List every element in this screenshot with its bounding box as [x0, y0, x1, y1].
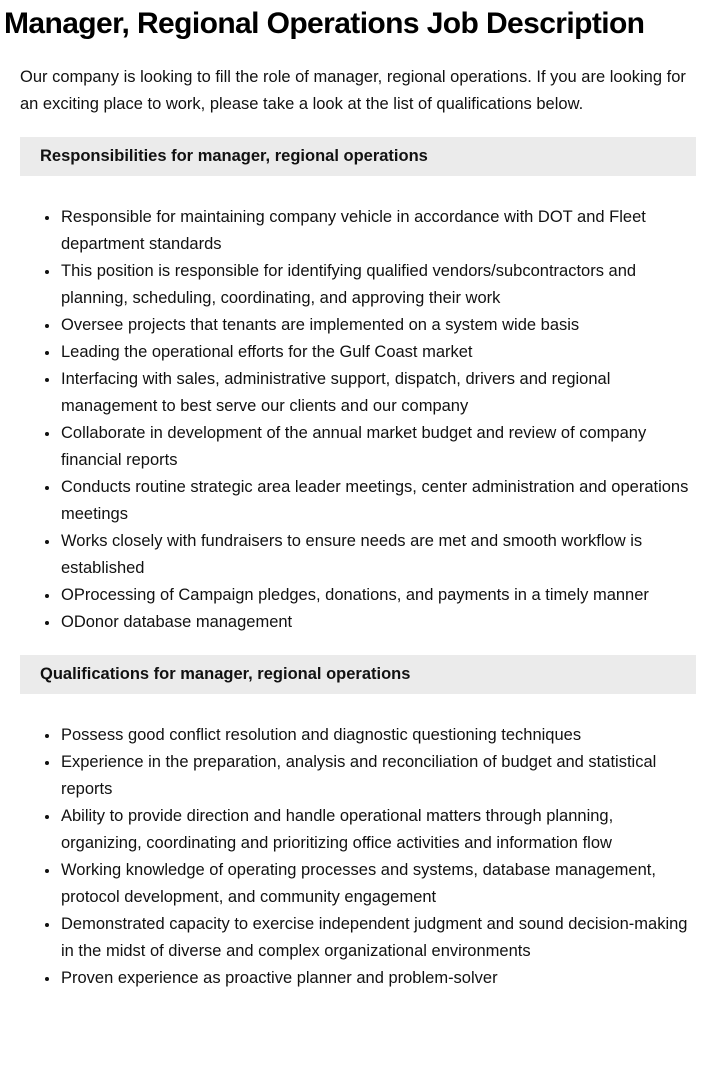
list-item: • Experience in the preparation, analysis and reconciliation of budget and statistical reports — [60, 749, 690, 803]
list-item: • Interfacing with sales, administrative support, dispatch, drivers and regional management to best serve our clients and our company — [60, 366, 690, 420]
list-item: • This position is responsible for identifying qualified vendors/subcontractors and planning, scheduling, coordinating, and approving their work — [60, 258, 690, 312]
list-item: • Possess good conflict resolution and diagnostic questioning techniques — [60, 722, 690, 749]
section-header-qualifications: Qualifications for manager, regional operations — [20, 655, 696, 694]
list-item: • Conducts routine strategic area leader meetings, center administration and operations meetings — [60, 474, 690, 528]
list-item: • Demonstrated capacity to exercise independent judgment and sound decision-making in the midst of diverse and complex organizational environments — [60, 911, 690, 965]
section-qualifications — [0, 655, 720, 992]
qualifications-list — [20, 722, 690, 992]
list-item: • Working knowledge of operating processes and systems, database management, protocol development, and community engagement — [60, 857, 690, 911]
list-item: • ODonor database management — [60, 609, 690, 636]
page-title: Manager, Regional Operations Job Description — [4, 7, 645, 40]
list-item: • Works closely with fundraisers to ensure needs are met and smooth workflow is established — [60, 528, 690, 582]
list-item: • OProcessing of Campaign pledges, donations, and payments in a timely manner — [60, 582, 690, 609]
list-item: • Leading the operational efforts for the Gulf Coast market — [60, 339, 690, 366]
section-responsibilities — [0, 137, 720, 636]
list-item: • Collaborate in development of the annual market budget and review of company financial reports — [60, 420, 690, 474]
list-item: • Oversee projects that tenants are implemented on a system wide basis — [60, 312, 690, 339]
list-item: • Ability to provide direction and handle operational matters through planning, organizing, coordinating and prioritizing office activities and information flow — [60, 803, 690, 857]
intro-paragraph: Our company is looking to fill the role of manager, regional operations. If you are looking for an exciting place to work, please take a look at the list of qualifications below. — [20, 68, 686, 113]
list-item: • Responsible for maintaining company vehicle in accordance with DOT and Fleet department standards — [60, 204, 690, 258]
responsibilities-list — [20, 204, 690, 636]
list-item: • Proven experience as proactive planner and problem-solver — [60, 965, 690, 992]
section-header-responsibilities: Responsibilities for manager, regional operations — [20, 137, 696, 176]
